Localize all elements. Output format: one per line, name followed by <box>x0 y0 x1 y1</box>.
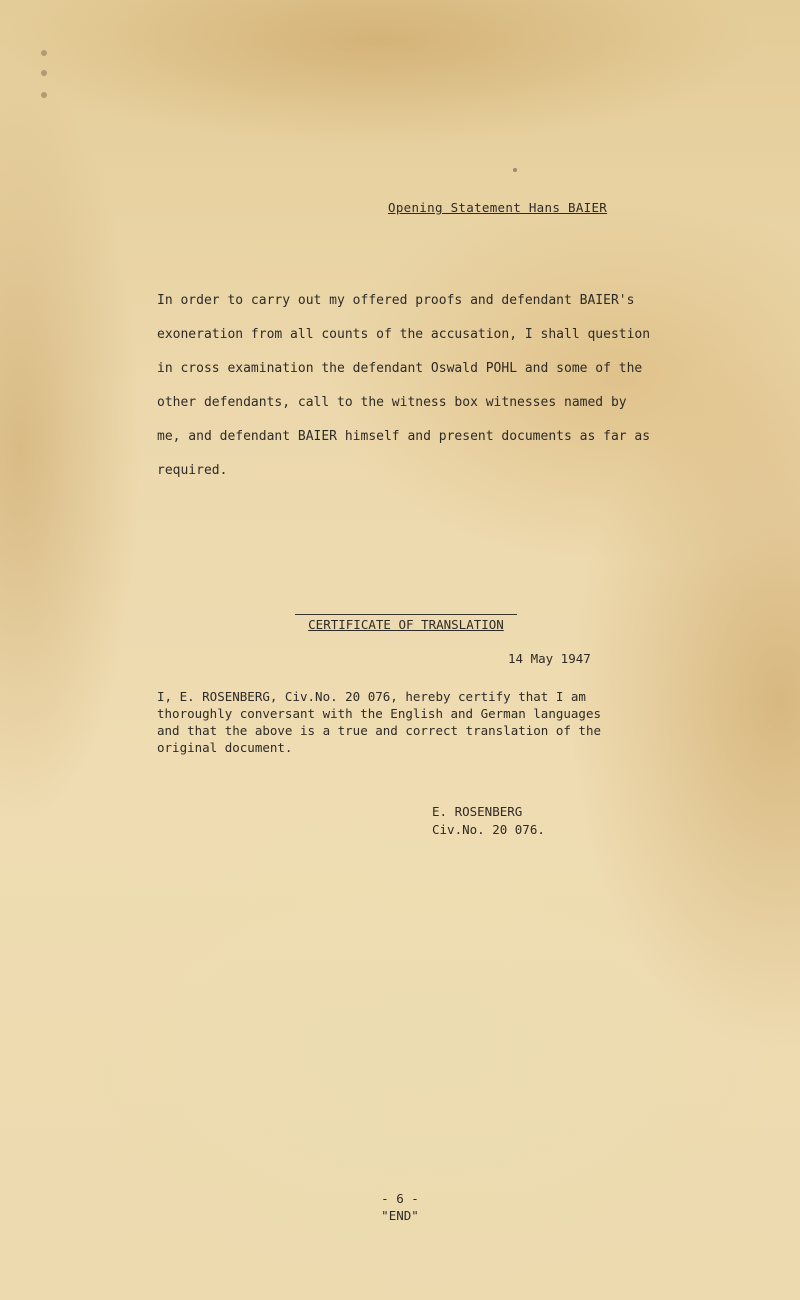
body-line: In order to carry out my offered proofs and defendant BAIER's <box>157 293 635 308</box>
certificate-line: original document. <box>157 740 293 755</box>
punch-hole-mark <box>41 70 47 76</box>
certificate-date: 14 May 1947 <box>508 651 591 666</box>
ink-dot <box>513 168 517 172</box>
certificate-line: and that the above is a true and correct translation of the <box>157 723 602 738</box>
document-title: Opening Statement Hans BAIER <box>388 200 608 215</box>
signature-civ-number: Civ.No. 20 076. <box>432 822 545 837</box>
signature-name: E. ROSENBERG <box>432 804 523 819</box>
statement-body <box>157 284 697 488</box>
body-line: required. <box>157 463 228 478</box>
body-line: other defendants, call to the witness box witnesses named by <box>157 395 627 410</box>
page-number: - 6 - <box>381 1191 419 1206</box>
certificate-line: I, E. ROSENBERG, Civ.No. 20 076, hereby certify that I am <box>157 689 586 704</box>
page-footer <box>350 1190 450 1224</box>
punch-hole-mark <box>41 50 47 56</box>
signature-block <box>432 803 545 839</box>
certificate-heading: CERTIFICATE OF TRANSLATION <box>308 617 504 632</box>
punch-hole-mark <box>41 92 47 98</box>
body-line: exoneration from all counts of the accusation, I shall question <box>157 327 651 342</box>
certificate-line: thoroughly conversant with the English and German languages <box>157 706 602 721</box>
end-mark: "END" <box>381 1208 419 1223</box>
certificate-text <box>157 688 657 756</box>
certificate-heading-block <box>295 614 517 632</box>
body-line: in cross examination the defendant Oswald POHL and some of the <box>157 361 643 376</box>
body-line: me, and defendant BAIER himself and present documents as far as <box>157 429 651 444</box>
